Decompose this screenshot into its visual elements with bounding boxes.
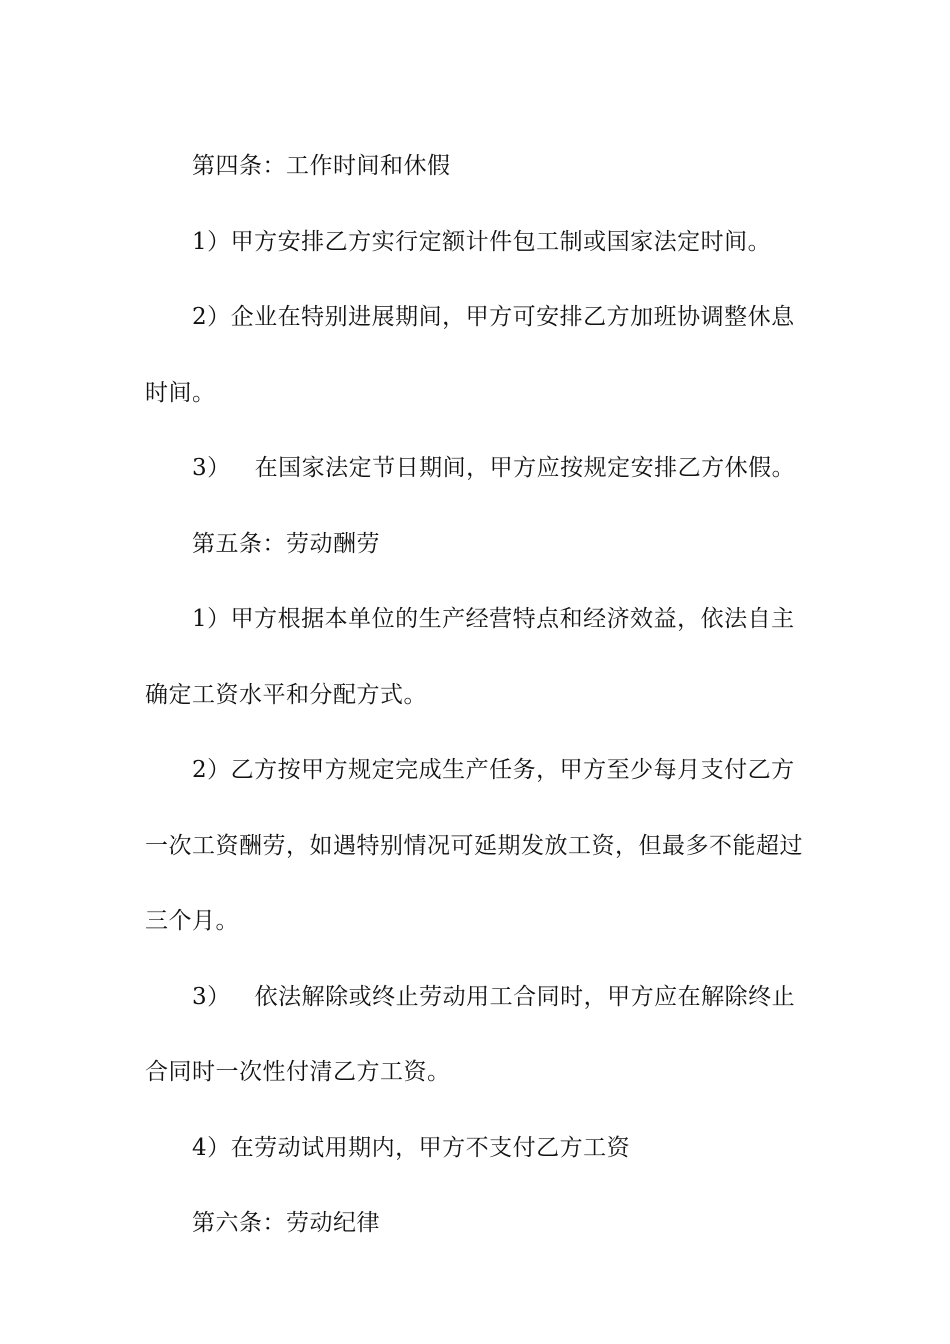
article-4-clause-3 <box>145 431 810 507</box>
article-4-clause-3-text: 在国家法定节日期间，甲方应按规定安排乙方休假。 <box>254 455 796 481</box>
article-4-clause-1-text: 1）甲方安排乙方实行定额计件包工制或国家法定时间。 <box>192 228 772 255</box>
article-5-clause-4 <box>145 1111 810 1187</box>
article-6-heading <box>145 1186 810 1262</box>
article-5-clause-1-text: 1）甲方根据本单位的生产经营特点和经济效益，依法自主确定工资水平和分配方式。 <box>145 606 795 708</box>
article-5-clause-2-text: 2）乙方按甲方规定完成生产任务，甲方至少每月支付乙方一次工资酬劳，如遇特别情况可延期发放工资，但最多不能超过三个月。 <box>145 757 803 934</box>
article-5-clause-2 <box>145 733 810 960</box>
article-4-clause-2 <box>145 280 810 431</box>
article-5-clause-4-text: 4）在劳动试用期内，甲方不支付乙方工资 <box>192 1134 631 1161</box>
article-5-heading <box>145 507 810 583</box>
article-4-clause-3-number: 3） <box>192 455 231 481</box>
article-5-clause-3-text: 依法解除或终止劳动用工合同时，甲方应在解除终止合同时一次性付清乙方工资。 <box>145 983 796 1085</box>
article-5-clause-1 <box>145 582 810 733</box>
article-4-clause-1 <box>145 205 810 281</box>
article-4-clause-2-text: 2）企业在特别进展期间，甲方可安排乙方加班协调整休息时间。 <box>145 304 795 406</box>
article-6-heading-text: 第六条：劳动纪律 <box>192 1210 380 1236</box>
document-body <box>145 129 810 1262</box>
article-5-heading-text: 第五条：劳动酬劳 <box>192 530 380 557</box>
article-5-clause-3 <box>145 960 810 1111</box>
article-5-clause-3-number: 3） <box>192 983 231 1010</box>
article-4-heading <box>145 129 810 205</box>
article-4-heading-text: 第四条：工作时间和休假 <box>192 153 451 179</box>
